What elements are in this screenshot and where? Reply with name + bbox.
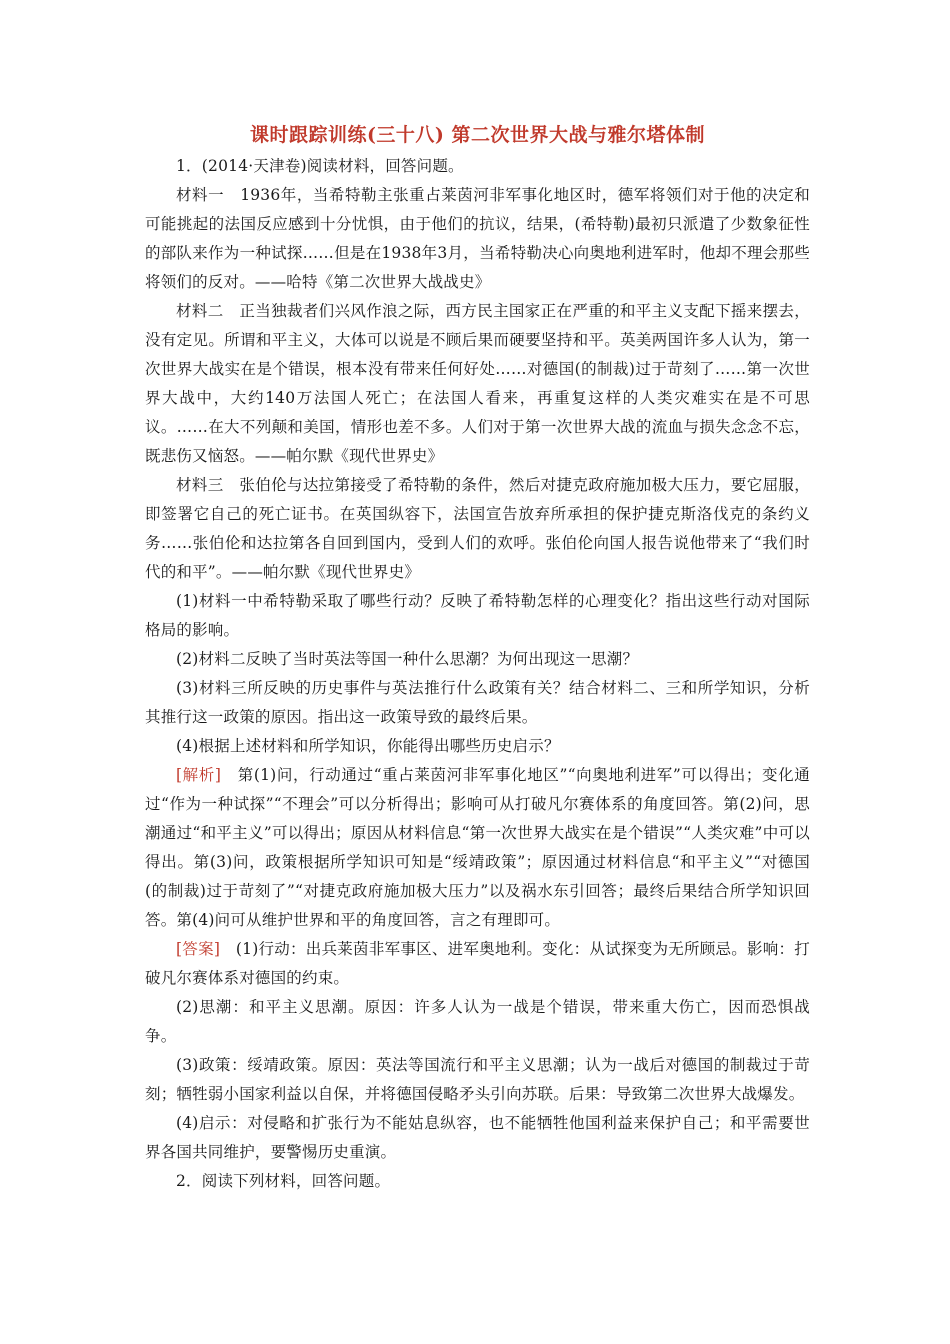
answer-tag: [答案] [176, 940, 221, 958]
material-1: 材料一 1936年，当希特勒主张重占莱茵河非军事化地区时，德军将领们对于他的决定和可能挑起的法国反应感到十分忧惧，由于他们的抗议，结果，(希特勒)最初只派遣了少数象征性的部队来作为一种试探……但是在1938年3月，当希特勒决心向奥地利进军时，他却不理会那些将领们的反对。——哈特《第二次世界大战战史》 [145, 186, 810, 291]
answer-paragraph-1 [145, 935, 810, 993]
material-2: 材料二 正当独裁者们兴风作浪之际，西方民主国家正在严重的和平主义支配下摇来摆去，没有定见。所谓和平主义，大体可以说是不顾后果而硬要坚持和平。英美两国许多人认为，第一次世界大战实在是个错误，根本没有带来任何好处……对德国(的制裁)过于苛刻了……第一次世界大战中，大约140万法国人死亡；在法国人看来，再重复这样的人类灾难实在是不可思议。……在大不列颠和美国，情形也差不多。人们对于第一次世界大战的流血与损失念念不忘，既悲伤又恼怒。——帕尔默《现代世界史》 [145, 302, 810, 465]
sub-question-1: (1)材料一中希特勒采取了哪些行动？反映了希特勒怎样的心理变化？指出这些行动对国际格局的影响。 [145, 592, 810, 639]
sub-question-3: (3)材料三所反映的历史事件与英法推行什么政策有关？结合材料二、三和所学知识，分析其推行这一政策的原因。指出这一政策导致的最终后果。 [145, 679, 810, 726]
question-2-intro: 2．阅读下列材料，回答问题。 [176, 1172, 391, 1190]
analysis-tag: [解析] [176, 766, 222, 784]
answer-1-text: (1)行动：出兵莱茵非军事区、进军奥地利。变化：从试探变为无所顾忌。影响：打破凡尔赛体系对德国的约束。 [145, 940, 810, 987]
analysis-text: 第(1)问，行动通过“重占莱茵河非军事化地区”“向奥地利进军”可以得出；变化通过“作为一种试探”“不理会”可以分析得出；影响可从打破凡尔赛体系的角度回答。第(2)问，思潮通过“和平主义”可以得出；原因从材料信息“第一次世界大战实在是个错误”“人类灾难”中可以得出。第(3)问，政策根据所学知识可知是“绥靖政策”；原因通过材料信息“和平主义”“对德国(的制裁)过于苛刻了”“对捷克政府施加极大压力”以及祸水东引回答；最终后果结合所学知识回答。第(4)问可从维护世界和平的角度回答，言之有理即可。 [145, 766, 810, 929]
question-1-intro: 1．(2014·天津卷)阅读材料，回答问题。 [176, 157, 464, 175]
sub-question-2: (2)材料二反映了当时英法等国一种什么思潮？为何出现这一思潮？ [176, 650, 639, 668]
analysis-paragraph [145, 761, 810, 935]
sub-question-4: (4)根据上述材料和所学知识，你能得出哪些历史启示？ [176, 737, 560, 755]
answer-paragraph-4: (4)启示：对侵略和扩张行为不能姑息纵容，也不能牺牲他国利益来保护自己；和平需要世界各国共同维护，要警惕历史重演。 [145, 1114, 810, 1161]
document-page [145, 118, 810, 1196]
answer-paragraph-3: (3)政策：绥靖政策。原因：英法等国流行和平主义思潮；认为一战后对德国的制裁过于苛刻；牺牲弱小国家利益以自保，并将德国侵略矛头引向苏联。后果：导致第二次世界大战爆发。 [145, 1056, 810, 1103]
answer-paragraph-2: (2)思潮：和平主义思潮。原因：许多人认为一战是个错误，带来重大伤亡，因而恐惧战争。 [145, 998, 810, 1045]
document-title: 课时跟踪训练(三十八) 第二次世界大战与雅尔塔体制 [249, 124, 706, 146]
material-3: 材料三 张伯伦与达拉第接受了希特勒的条件，然后对捷克政府施加极大压力，要它屈服，即签署它自己的死亡证书。在英国纵容下，法国宣告放弃所承担的保护捷克斯洛伐克的条约义务……张伯伦和达拉第各自回到国内，受到人们的欢呼。张伯伦向国人报告说他带来了“我们时代的和平”。——帕尔默《现代世界史》 [145, 476, 810, 581]
